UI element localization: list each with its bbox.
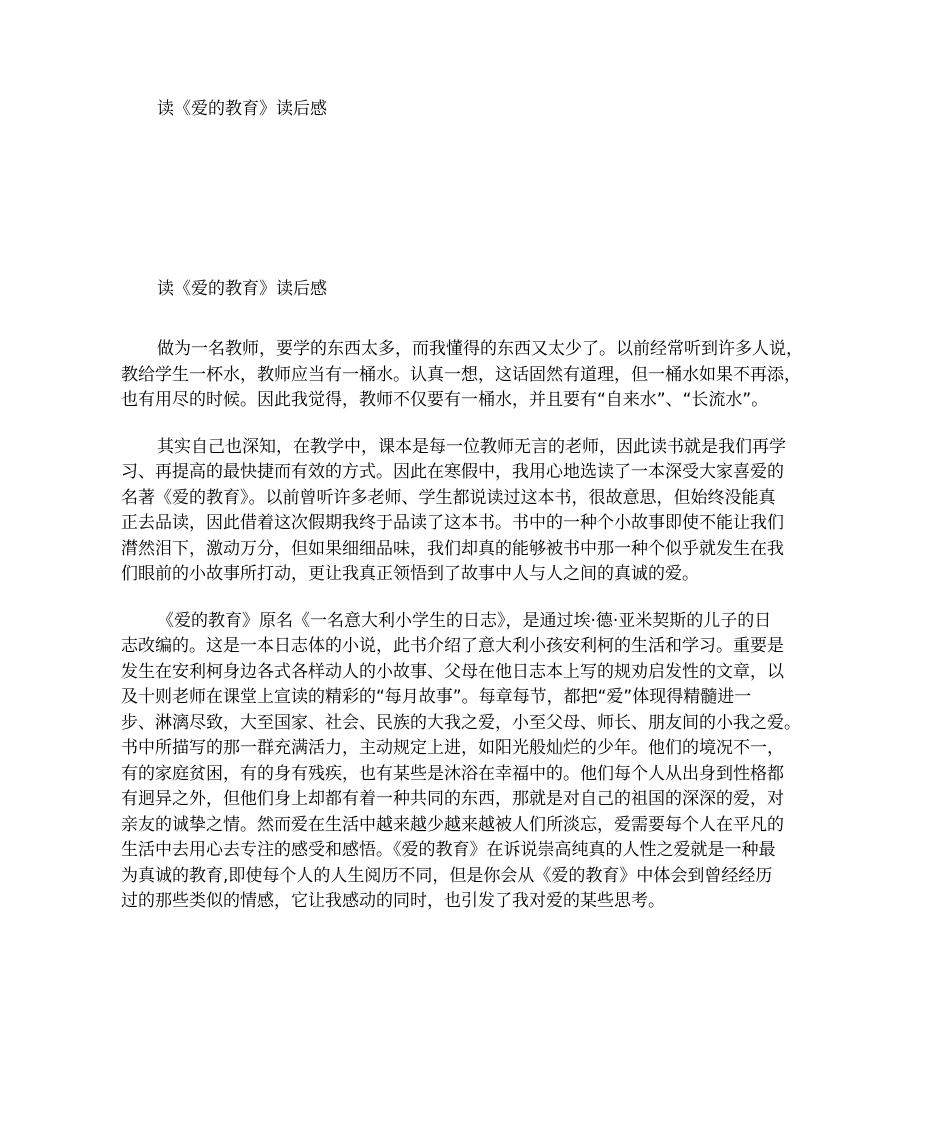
paragraph-3	[121, 609, 833, 915]
paragraph-line: 书中所描写的那一群充满活力，主动规定上进，如阳光般灿烂的少年。他们的境况不一，	[121, 738, 784, 758]
paragraph-line: 们眼前的小故事所打动，更让我真正领悟到了故事中人与人之间的真诚的爱。	[121, 564, 699, 584]
paragraph-1	[121, 337, 833, 414]
paragraph-line: 过的那些类似的情感，它让我感动的同时，也引发了我对爱的某些思考。	[121, 891, 665, 911]
document-title-second: 读《爱的教育》读后感	[157, 279, 327, 299]
paragraph-line: 潸然泪下，激动万分，但如果细细品味，我们却真的能够被书中那一种个似乎就发生在我	[121, 538, 784, 559]
paragraph-line: 有的家庭贫困，有的身有残疾，也有某些是沐浴在幸福中的。他们每个人从出身到性格都	[121, 763, 784, 784]
paragraph-line: 亲友的诚挚之情。然而爱在生活中越来越少越来越被人们所淡忘，爱需要每个人在平凡的	[121, 814, 784, 835]
paragraph-line: 也有用尽的时候。因此我觉得，教师不仅要有一桶水，并且要有“自来水”、“长流水”。	[121, 390, 769, 410]
paragraph-2	[121, 435, 833, 588]
paragraph-line: 正去品读，因此借着这次假期我终于品读了这本书。书中的一种个小故事即使不能让我们	[121, 513, 784, 533]
paragraph-line: 志改编的。这是一本日志体的小说，此书介绍了意大利小孩安利柯的生活和学习。重要是	[121, 636, 784, 656]
paragraph-line: 为真诚的教育,即使每个人的人生阅历不同，但是你会从《爱的教育》中体会到曾经经历	[121, 865, 773, 886]
document-title-top: 读《爱的教育》读后感	[157, 99, 327, 119]
paragraph-line: 习、再提高的最快捷而有效的方式。因此在寒假中，我用心地选读了一本深受大家喜爱的	[121, 462, 784, 482]
paragraph-line: 有迥异之外，但他们身上却都有着一种共同的东西，那就是对自己的祖国的深深的爱，对	[121, 789, 784, 809]
paragraph-line: 生活中去用心去专注的感受和感悟。《爱的教育》在诉说崇高纯真的人性之爱就是一种最	[121, 840, 776, 860]
paragraph-line: 步、淋漓尽致，大至国家、社会、民族的大我之爱，小至父母、师长、朋友间的小我之爱。	[121, 712, 801, 733]
paragraph-line: 教给学生一杯水，教师应当有一桶水。认真一想，这话固然有道理，但一桶水如果不再添，	[121, 364, 801, 385]
paragraph-line: 名著《爱的教育》。以前曾听许多老师、学生都说读过这本书，很故意思，但始终没能真	[121, 487, 776, 508]
document-body	[121, 337, 833, 936]
paragraph-line: 做为一名教师，要学的东西太多，而我懂得的东西又太少了。以前经常听到许多人说，	[157, 339, 803, 359]
paragraph-line: 其实自己也深知，在教学中，课本是每一位教师无言的老师，因此读书就是我们再学	[157, 436, 786, 457]
paragraph-line: 发生在安利柯身边各式各样动人的小故事、父母在他日志本上写的规劝启发性的文章，以	[121, 661, 784, 682]
paragraph-line: 《爱的教育》原名《一名意大利小学生的日志》，是通过埃·德·亚米契斯的儿子的日	[157, 610, 772, 631]
paragraph-line: 及十则老师在课堂上宣读的精彩的“每月故事”。每章每节，都把“爱”体现得精髓进一	[121, 687, 752, 707]
